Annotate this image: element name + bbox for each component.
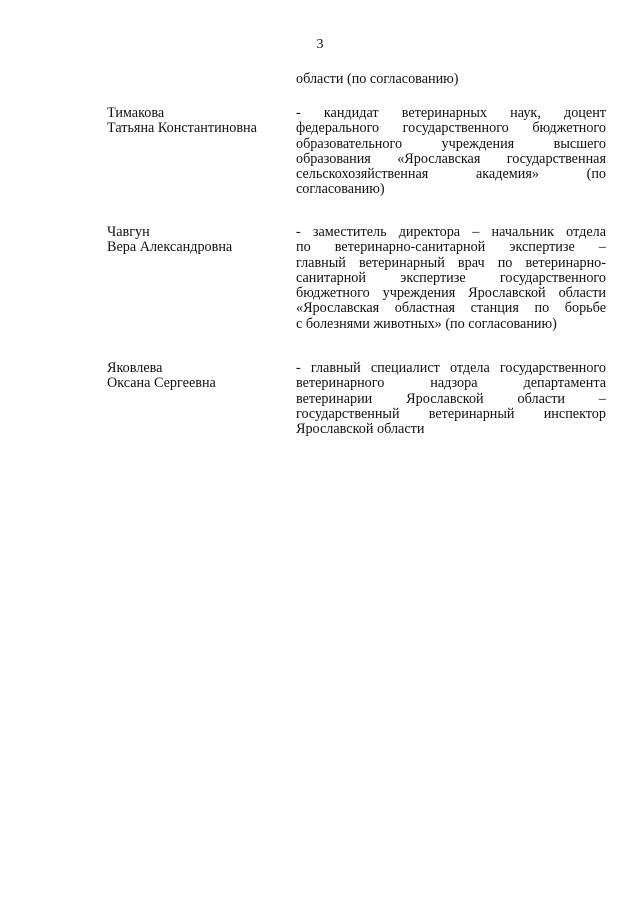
page-number: 3: [316, 37, 324, 52]
member-surname: Чавгун: [107, 224, 150, 240]
position-line: ветеринарии Ярославской области –: [296, 390, 606, 407]
position-line: бюджетного учреждения Ярославской области: [296, 285, 606, 302]
position-line: образовательного учреждения высшего: [296, 135, 606, 152]
position-line: образования «Ярославская государственная: [296, 150, 606, 167]
member-position: [296, 225, 606, 332]
continuation-text: области (по согласованию): [296, 71, 459, 87]
position-line: - кандидат ветеринарных наук, доцент: [296, 105, 606, 121]
member-name: [107, 361, 287, 392]
position-line: федерального государственного бюджетного: [296, 120, 606, 137]
member-name: [107, 106, 287, 137]
position-line: санитарной экспертизе государственного: [296, 269, 606, 286]
position-line: главный ветеринарный врач по ветеринарно-: [296, 254, 606, 271]
position-line: Ярославской области: [296, 421, 425, 438]
position-line: ветеринарного надзора департамента: [296, 375, 606, 392]
member-position: [296, 361, 606, 437]
member-surname: Яковлева: [107, 360, 163, 376]
position-line: - заместитель директора – начальник отдела: [296, 224, 606, 240]
position-line: с болезнями животных» (по согласованию): [296, 315, 557, 332]
member-position: [296, 106, 606, 198]
position-line: государственный ветеринарный инспектор: [296, 405, 606, 422]
member-surname: Тимакова: [107, 105, 165, 121]
member-given-names: Вера Александровна: [107, 239, 233, 256]
position-line: «Ярославская областная станция по борьбе: [296, 300, 606, 317]
member-given-names: Оксана Сергеевна: [107, 375, 216, 392]
member-given-names: Татьяна Константиновна: [107, 120, 257, 137]
position-line: по ветеринарно-санитарной экспертизе –: [296, 239, 606, 256]
member-name: [107, 225, 287, 256]
position-line: сельскохозяйственная академия» (по: [296, 166, 606, 183]
position-line: - главный специалист отдела государственного: [296, 360, 606, 376]
position-line: согласованию): [296, 181, 385, 198]
